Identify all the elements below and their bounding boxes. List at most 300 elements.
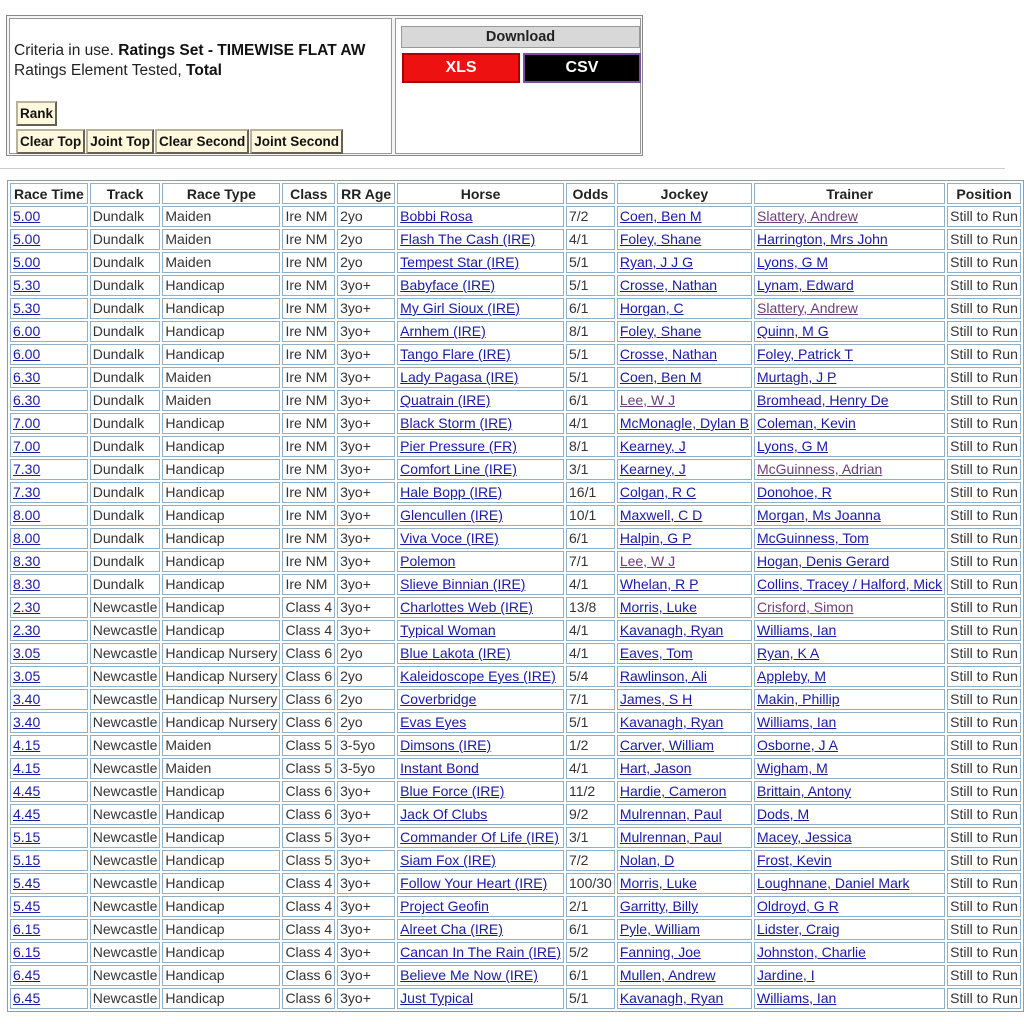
odds-cell: 8/1 (566, 321, 615, 342)
race-type-cell: Handicap (162, 850, 280, 871)
horse-link[interactable]: Pier Pressure (FR) (400, 438, 517, 454)
download-csv-button[interactable]: CSV (523, 53, 641, 83)
horse-link[interactable]: Quatrain (IRE) (400, 392, 491, 408)
jockey-link[interactable]: Lee, W J (619, 392, 676, 408)
table-row (10, 712, 1021, 733)
race-time-link[interactable]: 4.15 (13, 760, 41, 776)
jockey-cell (617, 873, 752, 894)
trainer-link[interactable]: Johnston, Charlie (757, 944, 866, 960)
race-time-link[interactable]: 3.05 (13, 645, 41, 661)
trainer-cell (754, 367, 945, 388)
trainer-link[interactable]: McGuinness, Adrian (757, 461, 883, 477)
track-cell: Newcastle (90, 643, 161, 664)
race-time-link[interactable]: 5.00 (13, 254, 41, 270)
track-cell: Newcastle (90, 850, 161, 871)
class-cell: Class 6 (282, 965, 335, 986)
trainer-link[interactable]: Donohoe, R (757, 484, 832, 500)
trainer-link[interactable]: Brittain, Antony (757, 783, 852, 799)
jockey-cell (617, 436, 752, 457)
jockey-cell (617, 620, 752, 641)
jockey-link[interactable]: Colgan, R C (619, 484, 697, 500)
trainer-link[interactable]: Bromhead, Henry De (757, 392, 889, 408)
trainer-cell (754, 275, 945, 296)
odds-cell: 2/1 (566, 896, 615, 917)
horse-cell (397, 896, 564, 917)
jockey-cell (617, 643, 752, 664)
race-time-link[interactable]: 4.45 (13, 806, 41, 822)
horse-link[interactable]: Blue Lakota (IRE) (400, 645, 511, 661)
race-time-link[interactable]: 8.30 (13, 576, 41, 592)
track-cell: Dundalk (90, 459, 161, 480)
jockey-link[interactable]: Hart, Jason (619, 760, 692, 776)
horse-link[interactable]: Blue Force (IRE) (400, 783, 505, 799)
track-cell: Newcastle (90, 735, 161, 756)
horse-link[interactable]: Arnhem (IRE) (400, 323, 486, 339)
table-row (10, 413, 1021, 434)
trainer-link[interactable]: Lidster, Craig (757, 921, 840, 937)
track-cell: Newcastle (90, 827, 161, 848)
ratings-element-name: Total (186, 62, 222, 79)
race-time-link[interactable]: 5.15 (13, 829, 41, 845)
race-type-cell: Handicap (162, 919, 280, 940)
horse-link[interactable]: Dimsons (IRE) (400, 737, 492, 753)
header-horse[interactable]: Horse (397, 183, 564, 204)
race-time-cell (10, 252, 88, 273)
class-cell: Ire NM (282, 390, 335, 411)
race-time-link[interactable]: 5.30 (13, 300, 41, 316)
rr-age-cell: 3yo+ (337, 275, 395, 296)
trainer-link[interactable]: Appleby, M (757, 668, 826, 684)
rr-age-cell: 3yo+ (337, 551, 395, 572)
rr-age-cell: 2yo (337, 712, 395, 733)
ratings-set-name: Ratings Set - TIMEWISE FLAT AW (118, 42, 366, 59)
race-time-link[interactable]: 6.00 (13, 323, 41, 339)
race-type-cell: Handicap Nursery (162, 712, 280, 733)
header-odds[interactable]: Odds (566, 183, 615, 204)
horse-link[interactable]: Tempest Star (IRE) (400, 254, 520, 270)
horse-cell (397, 620, 564, 641)
table-row (10, 367, 1021, 388)
horse-link[interactable]: Viva Voce (IRE) (400, 530, 499, 546)
horse-link[interactable]: My Girl Sioux (IRE) (400, 300, 520, 316)
horse-link[interactable]: Tango Flare (IRE) (400, 346, 511, 362)
position-cell: Still to Run (947, 643, 1021, 664)
trainer-cell (754, 206, 945, 227)
horse-link[interactable]: Just Typical (400, 990, 474, 1006)
track-cell: Newcastle (90, 781, 161, 802)
race-time-link[interactable]: 3.40 (13, 714, 41, 730)
jockey-cell (617, 206, 752, 227)
table-row (10, 344, 1021, 365)
race-time-cell (10, 919, 88, 940)
position-cell: Still to Run (947, 413, 1021, 434)
header-trainer[interactable]: Trainer (754, 183, 945, 204)
race-type-cell: Maiden (162, 758, 280, 779)
rank-button[interactable]: Rank (16, 101, 57, 126)
position-cell: Still to Run (947, 919, 1021, 940)
trainer-link[interactable]: Hogan, Denis Gerard (757, 553, 890, 569)
race-time-link[interactable]: 6.15 (13, 921, 41, 937)
header-race-time[interactable]: Race Time (10, 183, 88, 204)
jockey-link[interactable]: Crosse, Nathan (619, 277, 718, 293)
horse-link[interactable]: Siam Fox (IRE) (400, 852, 496, 868)
jockey-link[interactable]: Kavanagh, Ryan (619, 990, 724, 1006)
table-row (10, 735, 1021, 756)
trainer-cell (754, 896, 945, 917)
jockey-link[interactable]: Kavanagh, Ryan (619, 714, 724, 730)
race-time-link[interactable]: 6.30 (13, 369, 41, 385)
horse-link[interactable]: Babyface (IRE) (400, 277, 496, 293)
table-row (10, 459, 1021, 480)
horse-link[interactable]: Commander Of Life (IRE) (400, 829, 559, 845)
horse-link[interactable]: Black Storm (IRE) (400, 415, 513, 431)
jockey-link[interactable]: Morris, Luke (619, 599, 697, 615)
trainer-link[interactable]: Dods, M (757, 806, 810, 822)
joint-top-button[interactable]: Joint Top (86, 129, 154, 154)
race-time-link[interactable]: 6.15 (13, 944, 41, 960)
race-time-link[interactable]: 8.00 (13, 507, 41, 523)
class-cell: Ire NM (282, 505, 335, 526)
jockey-link[interactable]: Fanning, Joe (619, 944, 701, 960)
race-type-cell: Handicap (162, 551, 280, 572)
clear-second-button[interactable]: Clear Second (155, 129, 249, 154)
jockey-link[interactable]: Kavanagh, Ryan (619, 622, 724, 638)
filter-button-row (16, 129, 343, 154)
rr-age-cell: 3yo+ (337, 574, 395, 595)
rr-age-cell: 2yo (337, 643, 395, 664)
horse-link[interactable]: Jack Of Clubs (400, 806, 488, 822)
horse-cell (397, 827, 564, 848)
odds-cell: 5/4 (566, 666, 615, 687)
track-cell: Dundalk (90, 390, 161, 411)
jockey-link[interactable]: Rawlinson, Ali (619, 668, 707, 684)
track-cell: Dundalk (90, 528, 161, 549)
trainer-link[interactable]: Wigham, M (757, 760, 828, 776)
trainer-link[interactable]: Foley, Patrick T (757, 346, 853, 362)
jockey-link[interactable]: Mulrennan, Paul (619, 806, 722, 822)
table-row (10, 321, 1021, 342)
race-time-link[interactable]: 5.00 (13, 231, 41, 247)
horse-link[interactable]: Alreet Cha (IRE) (400, 921, 503, 937)
position-cell: Still to Run (947, 597, 1021, 618)
track-cell: Dundalk (90, 436, 161, 457)
class-cell: Class 5 (282, 735, 335, 756)
clear-top-button[interactable]: Clear Top (16, 129, 85, 154)
position-cell: Still to Run (947, 367, 1021, 388)
position-cell: Still to Run (947, 942, 1021, 963)
position-cell: Still to Run (947, 298, 1021, 319)
race-time-link[interactable]: 2.30 (13, 599, 41, 615)
race-time-link[interactable]: 6.00 (13, 346, 41, 362)
trainer-link[interactable]: Crisford, Simon (757, 599, 854, 615)
jockey-link[interactable]: Eaves, Tom (619, 645, 693, 661)
odds-cell: 6/1 (566, 528, 615, 549)
odds-cell: 4/1 (566, 413, 615, 434)
race-time-link[interactable]: 7.30 (13, 484, 41, 500)
trainer-link[interactable]: Osborne, J A (757, 737, 838, 753)
horse-link[interactable]: Instant Bond (400, 760, 479, 776)
download-title: Download (401, 26, 640, 48)
header-position[interactable]: Position (947, 183, 1021, 204)
jockey-link[interactable]: Whelan, R P (619, 576, 699, 592)
trainer-link[interactable]: Morgan, Ms Joanna (757, 507, 881, 523)
trainer-link[interactable]: Lyons, G M (757, 254, 829, 270)
class-cell: Ire NM (282, 574, 335, 595)
jockey-link[interactable]: Mulrennan, Paul (619, 829, 722, 845)
track-cell: Newcastle (90, 919, 161, 940)
jockey-link[interactable]: Mullen, Andrew (619, 967, 716, 983)
rr-age-cell: 2yo (337, 689, 395, 710)
race-time-link[interactable]: 6.45 (13, 967, 41, 983)
trainer-link[interactable]: Coleman, Kevin (757, 415, 856, 431)
trainer-link[interactable]: Williams, Ian (757, 990, 837, 1006)
race-type-cell: Handicap (162, 597, 280, 618)
jockey-link[interactable]: Carver, William (619, 737, 714, 753)
track-cell: Dundalk (90, 482, 161, 503)
rr-age-cell: 3yo+ (337, 827, 395, 848)
jockey-link[interactable]: Coen, Ben M (619, 208, 702, 224)
trainer-link[interactable]: Williams, Ian (757, 714, 837, 730)
trainer-cell (754, 551, 945, 572)
race-type-cell: Handicap (162, 459, 280, 480)
jockey-link[interactable]: Lee, W J (619, 553, 676, 569)
track-cell: Dundalk (90, 344, 161, 365)
jockey-cell (617, 666, 752, 687)
class-cell: Ire NM (282, 298, 335, 319)
jockey-link[interactable]: Nolan, D (619, 852, 675, 868)
trainer-link[interactable]: Lyons, G M (757, 438, 829, 454)
rr-age-cell: 3-5yo (337, 758, 395, 779)
trainer-link[interactable]: Oldroyd, G R (757, 898, 839, 914)
race-time-link[interactable]: 4.45 (13, 783, 41, 799)
trainer-cell (754, 229, 945, 250)
jockey-cell (617, 597, 752, 618)
trainer-link[interactable]: Harrington, Mrs John (757, 231, 888, 247)
trainer-link[interactable]: Murtagh, J P (757, 369, 837, 385)
race-time-link[interactable]: 5.30 (13, 277, 41, 293)
race-time-cell (10, 436, 88, 457)
class-cell: Class 4 (282, 919, 335, 940)
horse-link[interactable]: Lady Pagasa (IRE) (400, 369, 519, 385)
class-cell: Class 5 (282, 827, 335, 848)
horse-cell (397, 919, 564, 940)
horse-link[interactable]: Charlottes Web (IRE) (400, 599, 533, 615)
race-time-cell (10, 758, 88, 779)
horse-cell (397, 206, 564, 227)
race-time-link[interactable]: 3.05 (13, 668, 41, 684)
horse-link[interactable]: Cancan In The Rain (IRE) (400, 944, 561, 960)
race-time-link[interactable]: 4.15 (13, 737, 41, 753)
race-type-cell: Handicap (162, 528, 280, 549)
trainer-link[interactable]: Slattery, Andrew (757, 208, 858, 224)
horse-cell (397, 781, 564, 802)
trainer-link[interactable]: Williams, Ian (757, 622, 837, 638)
race-type-cell: Handicap (162, 942, 280, 963)
jockey-link[interactable]: Garritty, Billy (619, 898, 699, 914)
class-cell: Ire NM (282, 344, 335, 365)
race-time-link[interactable]: 5.15 (13, 852, 41, 868)
position-cell: Still to Run (947, 252, 1021, 273)
table-row (10, 390, 1021, 411)
horse-link[interactable]: Project Geofin (400, 898, 489, 914)
jockey-link[interactable]: Foley, Shane (619, 323, 702, 339)
horse-link[interactable]: Coverbridge (400, 691, 477, 707)
race-time-link[interactable]: 5.00 (13, 208, 41, 224)
race-time-link[interactable]: 2.30 (13, 622, 41, 638)
header-race-type[interactable]: Race Type (162, 183, 280, 204)
horse-cell (397, 735, 564, 756)
race-time-cell (10, 344, 88, 365)
race-time-cell (10, 689, 88, 710)
table-row (10, 827, 1021, 848)
trainer-link[interactable]: Makin, Phillip (757, 691, 840, 707)
table-row (10, 873, 1021, 894)
trainer-link[interactable]: Macey, Jessica (757, 829, 852, 845)
position-cell: Still to Run (947, 781, 1021, 802)
trainer-cell (754, 804, 945, 825)
class-cell: Class 6 (282, 804, 335, 825)
race-type-cell: Maiden (162, 229, 280, 250)
class-cell: Ire NM (282, 459, 335, 480)
odds-cell: 11/2 (566, 781, 615, 802)
race-time-link[interactable]: 7.00 (13, 415, 41, 431)
jockey-link[interactable]: Pyle, William (619, 921, 700, 937)
jockey-link[interactable]: James, S H (619, 691, 693, 707)
race-time-link[interactable]: 5.45 (13, 875, 41, 891)
jockey-link[interactable]: Crosse, Nathan (619, 346, 718, 362)
horse-cell (397, 712, 564, 733)
race-type-cell: Handicap (162, 965, 280, 986)
trainer-link[interactable]: Slattery, Andrew (757, 300, 858, 316)
race-time-link[interactable]: 3.40 (13, 691, 41, 707)
jockey-link[interactable]: Maxwell, C D (619, 507, 703, 523)
trainer-cell (754, 505, 945, 526)
header-jockey[interactable]: Jockey (617, 183, 752, 204)
horse-link[interactable]: Flash The Cash (IRE) (400, 231, 536, 247)
position-cell: Still to Run (947, 666, 1021, 687)
horse-link[interactable]: Hale Bopp (IRE) (400, 484, 503, 500)
track-cell: Newcastle (90, 965, 161, 986)
download-xls-button[interactable]: XLS (402, 53, 520, 83)
horse-link[interactable]: Polemon (400, 553, 456, 569)
race-time-link[interactable]: 8.00 (13, 530, 41, 546)
position-cell: Still to Run (947, 229, 1021, 250)
trainer-link[interactable]: Loughnane, Daniel Mark (757, 875, 910, 891)
horse-cell (397, 321, 564, 342)
jockey-cell (617, 505, 752, 526)
jockey-link[interactable]: Horgan, C (619, 300, 684, 316)
rr-age-cell: 3yo+ (337, 344, 395, 365)
horse-link[interactable]: Kaleidoscope Eyes (IRE) (400, 668, 556, 684)
race-time-link[interactable]: 6.30 (13, 392, 41, 408)
trainer-link[interactable]: Jardine, I (757, 967, 815, 983)
header-rr-age[interactable]: RR Age (337, 183, 395, 204)
race-type-cell: Handicap (162, 413, 280, 434)
horse-link[interactable]: Believe Me Now (IRE) (400, 967, 538, 983)
horse-cell (397, 643, 564, 664)
joint-second-button[interactable]: Joint Second (250, 129, 343, 154)
trainer-link[interactable]: Collins, Tracey / Halford, Mick (757, 576, 943, 592)
horse-link[interactable]: Glencullen (IRE) (400, 507, 503, 523)
race-time-link[interactable]: 6.45 (13, 990, 41, 1006)
jockey-cell (617, 528, 752, 549)
trainer-link[interactable]: Quinn, M G (757, 323, 829, 339)
race-time-cell (10, 666, 88, 687)
jockey-link[interactable]: Kearney, J (619, 461, 686, 477)
position-cell: Still to Run (947, 896, 1021, 917)
race-time-link[interactable]: 8.30 (13, 553, 41, 569)
horse-link[interactable]: Slieve Binnian (IRE) (400, 576, 526, 592)
table-row (10, 574, 1021, 595)
trainer-link[interactable]: Frost, Kevin (757, 852, 832, 868)
jockey-link[interactable]: Halpin, G P (619, 530, 692, 546)
class-cell: Class 6 (282, 643, 335, 664)
jockey-cell (617, 942, 752, 963)
odds-cell: 6/1 (566, 965, 615, 986)
race-time-cell (10, 229, 88, 250)
jockey-cell (617, 252, 752, 273)
jockey-link[interactable]: McMonagle, Dylan B (619, 415, 749, 431)
jockey-link[interactable]: Morris, Luke (619, 875, 697, 891)
trainer-cell (754, 827, 945, 848)
race-type-cell: Handicap (162, 781, 280, 802)
trainer-link[interactable]: Lynam, Edward (757, 277, 854, 293)
jockey-link[interactable]: Kearney, J (619, 438, 686, 454)
race-time-cell (10, 643, 88, 664)
race-time-link[interactable]: 7.00 (13, 438, 41, 454)
trainer-cell (754, 321, 945, 342)
horse-link[interactable]: Follow Your Heart (IRE) (400, 875, 548, 891)
jockey-cell (617, 735, 752, 756)
horse-cell (397, 482, 564, 503)
race-time-cell (10, 620, 88, 641)
horse-link[interactable]: Comfort Line (IRE) (400, 461, 517, 477)
race-time-link[interactable]: 5.45 (13, 898, 41, 914)
jockey-link[interactable]: Hardie, Cameron (619, 783, 727, 799)
race-time-link[interactable]: 7.30 (13, 461, 41, 477)
table-row (10, 942, 1021, 963)
header-track[interactable]: Track (90, 183, 161, 204)
position-cell: Still to Run (947, 505, 1021, 526)
odds-cell: 7/1 (566, 689, 615, 710)
table-row (10, 551, 1021, 572)
jockey-link[interactable]: Foley, Shane (619, 231, 702, 247)
odds-cell: 10/1 (566, 505, 615, 526)
trainer-cell (754, 873, 945, 894)
rr-age-cell: 3yo+ (337, 620, 395, 641)
horse-link[interactable]: Evas Eyes (400, 714, 467, 730)
race-time-cell (10, 781, 88, 802)
criteria-line2-prefix: Ratings Element Tested, (14, 62, 182, 79)
trainer-link[interactable]: McGuinness, Tom (757, 530, 869, 546)
horse-link[interactable]: Bobbi Rosa (400, 208, 473, 224)
position-cell: Still to Run (947, 206, 1021, 227)
position-cell: Still to Run (947, 321, 1021, 342)
class-cell: Class 4 (282, 873, 335, 894)
class-cell: Class 4 (282, 896, 335, 917)
jockey-link[interactable]: Coen, Ben M (619, 369, 702, 385)
horse-cell (397, 413, 564, 434)
race-time-cell (10, 482, 88, 503)
rr-age-cell: 3yo+ (337, 781, 395, 802)
header-class[interactable]: Class (282, 183, 335, 204)
odds-cell: 3/1 (566, 459, 615, 480)
trainer-cell (754, 252, 945, 273)
jockey-link[interactable]: Ryan, J J G (619, 254, 693, 270)
horse-cell (397, 252, 564, 273)
trainer-link[interactable]: Ryan, K A (757, 645, 820, 661)
horse-link[interactable]: Typical Woman (400, 622, 496, 638)
